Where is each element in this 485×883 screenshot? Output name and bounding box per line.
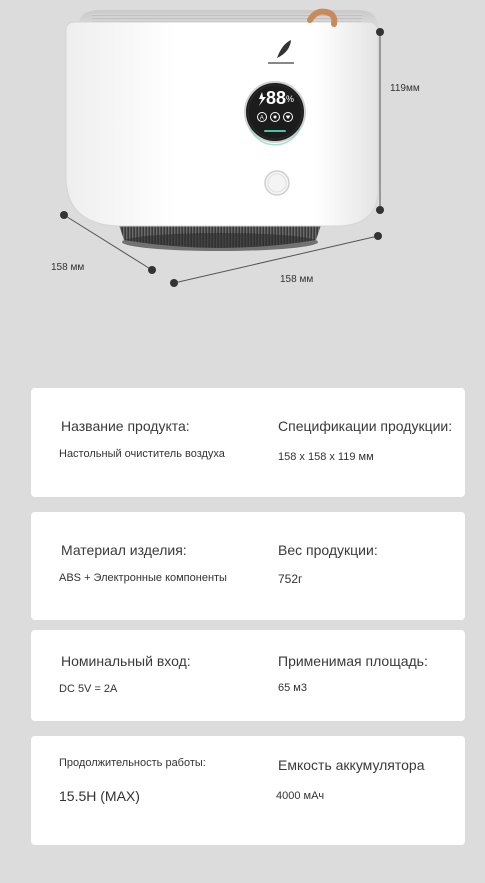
battery-value: 4000 мАч (276, 790, 325, 802)
rated-input-label: Номинальный вход: (61, 653, 191, 669)
product-illustration (0, 0, 485, 370)
width-label: 158 мм (280, 274, 314, 285)
spec-card-2 (31, 512, 465, 620)
control-display (245, 82, 305, 145)
material-value: ABS + Электронные компоненты (59, 572, 227, 584)
product-name-value: Настольный очиститель воздуха (59, 448, 225, 460)
battery-label: Емкость аккумулятора (278, 757, 425, 773)
weight-value: 752г (278, 572, 303, 586)
product-name-label: Название продукта: (61, 418, 190, 434)
display-reading: 88 (266, 88, 287, 108)
specification-label: Спецификации продукции: (278, 418, 453, 434)
product-hero (0, 0, 485, 370)
depth-label: 158 мм (51, 262, 85, 273)
weight-label: Вес продукции: (278, 542, 378, 558)
height-label: 119мм (390, 83, 420, 94)
specification-value: 158 x 158 x 119 мм (278, 451, 374, 463)
svg-text:A: A (259, 115, 264, 122)
purifier-body (66, 22, 378, 226)
rated-input-value: DC 5V = 2A (59, 683, 118, 695)
spec-card-4 (31, 736, 465, 845)
area-value: 65 м3 (278, 682, 307, 694)
power-button-icon[interactable] (265, 171, 289, 195)
spec-card-3 (31, 630, 465, 721)
runtime-value: 15.5H (MAX) (59, 788, 140, 804)
runtime-label: Продолжительность работы: (59, 757, 206, 769)
display-unit: % (286, 94, 295, 104)
area-label: Применимая площадь: (278, 653, 428, 669)
spec-card-1 (31, 388, 465, 497)
material-label: Материал изделия: (61, 542, 187, 558)
height-dimension (376, 28, 420, 214)
